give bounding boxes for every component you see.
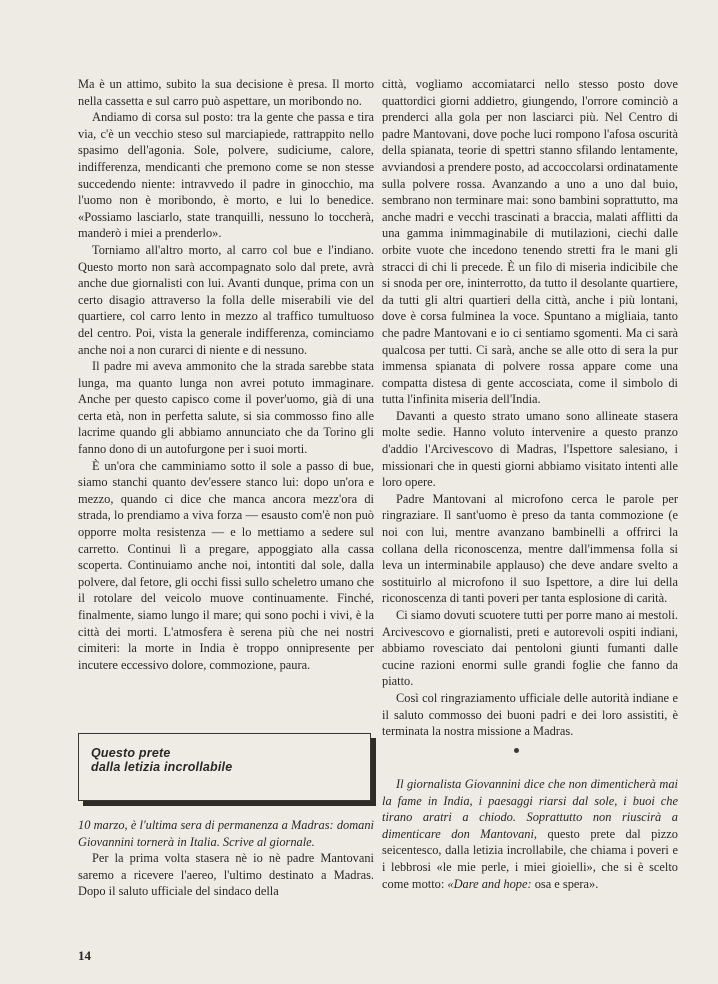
dateline-lead: 10 marzo, è l'ultima sera di permanenza a Madras: domani Giovannini tornerà in Italia. Scrive al giornale. (78, 818, 374, 849)
paragraph: Così col ringraziamento ufficiale delle autorità indiane e il saluto commosso dei buoni padri e dei loro assistiti, è terminata la nostra missione a Madras. (382, 690, 678, 739)
lower-right-text (382, 776, 678, 892)
italic-intro: Il giornalista Giovannini dice che non dimenticherà mai la fame in India, i paesaggi riarsi dal sole, i buoi che tirano aratri a chiodo. Soprattutto non riuscirà a dimenticare don Mantovani, (382, 777, 678, 841)
section-heading-line-2: dalla letizia incrollabile (91, 760, 233, 774)
paragraph: Padre Mantovani al microfono cerca le parole per ringraziare. Il sant'uomo è preso da tanta commozione (e noi con lui, mentre avanzano bambinelli a offrirci la collana della riconoscenza, mentre dall'immensa folla si leva un interminabile applauso) che deve andare svelto a sostituirlo al microfono il suo Ispettore, a dire lui della riconoscenza di tanti poveri per tanta esplosione di carità. (382, 491, 678, 606)
paragraph: città, vogliamo accomiatarci nello stesso posto dove quattordici giorni addietro, giungendo, l'orrore cominciò a prenderci alla gola per non lasciarci più. Nel Centro di padre Mantovani, dove poche luci rompono l'afosa oscurità della spianata, teorie di spettri stanno sfilando lentamente, avviandosi a prendere posto, ad accoccolarsi ordinatamente sulla polvere rossa. Avanzando a uno a uno dal buio, sembrano non terminare mai: sono bambini soprattutto, ma anche madri e vecchi trascinati a braccia, malati afflitti da una gamma inimmaginabile di mutilazioni, ciechi dalle orbite vuote che incedono tenendo stretti fra le mani gli stracci di chi li precede. È un filo di miseria indicibile che si snoda per ore, ininterrotto, da tutto il desolante quartiere, da tutti gli altri quartieri della città, anche i più lontani, dove è corsa fulminea la voce. Spuntano a migliaia, tanto che padre Mantovani e io ci sentiamo sgomenti. Ma ci sarà qualcosa per tutti. Ci sarà, anche se alle otto di sera la pur immensa spianata di polvere rossa appare come una compatta distesa di gente accosciata, come il simbolo di tutta l'infinita miseria dell'India. (382, 77, 678, 407)
motto-tail: osa e spera». (531, 876, 599, 891)
right-column (382, 76, 678, 740)
paragraph (382, 776, 678, 892)
left-column (78, 76, 374, 673)
section-heading (91, 746, 311, 774)
paragraph: Il padre mi aveva ammonito che la strada sarebbe stata lunga, ma quanto lunga non avrei potuto immaginare. Anche per questo capisco come il pover'uomo, già di una certa età, non in perfetta salute, si sia commosso fino alle lacrime quando gli abbiamo annunciato che da Torino gli fanno dono di un autofurgone per i suoi morti. (78, 359, 374, 457)
motto: «Dare and hope: (447, 876, 532, 891)
paragraph: È un'ora che camminiamo sotto il sole a passo di bue, siamo stanchi quanto dev'essere stanco lui: dopo un'ora e mezzo, quando ci dice che manca ancora mezz'ora di strada, lo prendiamo a viva forza — esausto com'è non può opporre molta resistenza — e lo mettiamo a sedere sul carretto. Continui lì a pregare, appoggiato alla cassa scoperta. Continuiamo anche noi, intontiti dal sole, dalla polvere, dal fetore, gli occhi fissi sullo scheletro umano che il rotolare del veicolo muove continuamente. Finché, finalmente, siamo lungo il mare; qui sono pochi i vivi, è la città dei morti. L'atmosfera è serena più che nei nostri cimiteri: la morte in India è troppo onnipresente per incutere eccessivo dolore, commozione, paura. (78, 458, 374, 672)
section-heading-box (78, 733, 371, 801)
paragraph: Ma è un attimo, subito la sua decisione è presa. Il morto nella cassetta e sul carro può aspettare, un moribondo no. (78, 77, 374, 108)
section-heading-line-1: Questo prete (91, 746, 171, 760)
page-number: 14 (78, 948, 91, 963)
lower-left-text (78, 817, 374, 900)
paragraph: Per la prima volta stasera nè io nè padre Mantovani saremo a ricevere l'aereo, l'ultimo destinato a Madras. Dopo il saluto ufficiale del sindaco della (78, 851, 374, 899)
paragraph: Andiamo di corsa sul posto: tra la gente che passa e tira via, c'è un vecchio steso sul marciapiede, rattrappito nello spasimo dell'agonia. Sole, polvere, sudiciume, calore, indifferenza, mendicanti che premono come se non stesse succedendo niente: intravvedo il padre in ginocchio, ma l'uomo non è moribondo, è morto, e lui lo benedice. «Possiamo lasciarlo, state tranquilli, nessuno lo toccherà, manderò i miei a prenderlo». (78, 110, 374, 241)
paragraph: Davanti a questo strato umano sono allineate stasera molte sedie. Hanno voluto intervenire a questo pranzo d'addio l'Arcivescovo di Madras, l'Ispettore salesiano, i missionari che in questi giorni abbiamo visitato intenti alle loro opere. (382, 408, 678, 490)
bullet-ornament-icon (514, 748, 519, 753)
paragraph: Torniamo all'altro morto, al carro col bue e l'indiano. Questo morto non sarà accompagnato solo dal prete, avrà anche due giornalisti con lui. Avanti dunque, prima con un certo disagio attraverso la folla delle miserabili vie del quartiere, col carro lento in mezzo al traffico tumultuoso del centro. Poi, vista la generale indifferenza, cominciamo anche noi a non curarci di niente e di nessuno. (78, 242, 374, 357)
plain-text: questo prete dal pizzo seicentesco, dalla letizia incrollabile, che chiama i poveri e i lebbrosi «le mie perle, i miei gioielli», che si è scelto come motto: (382, 826, 678, 891)
paragraph: Ci siamo dovuti scuotere tutti per porre mano ai mestoli. Arcivescovo e giornalisti, preti e autorevoli ospiti indiani, abbiamo rovesciato dai pentoloni giunti fumanti dalle cucine razioni enormi sulle grandi foglie che fanno da piatto. (382, 608, 678, 689)
